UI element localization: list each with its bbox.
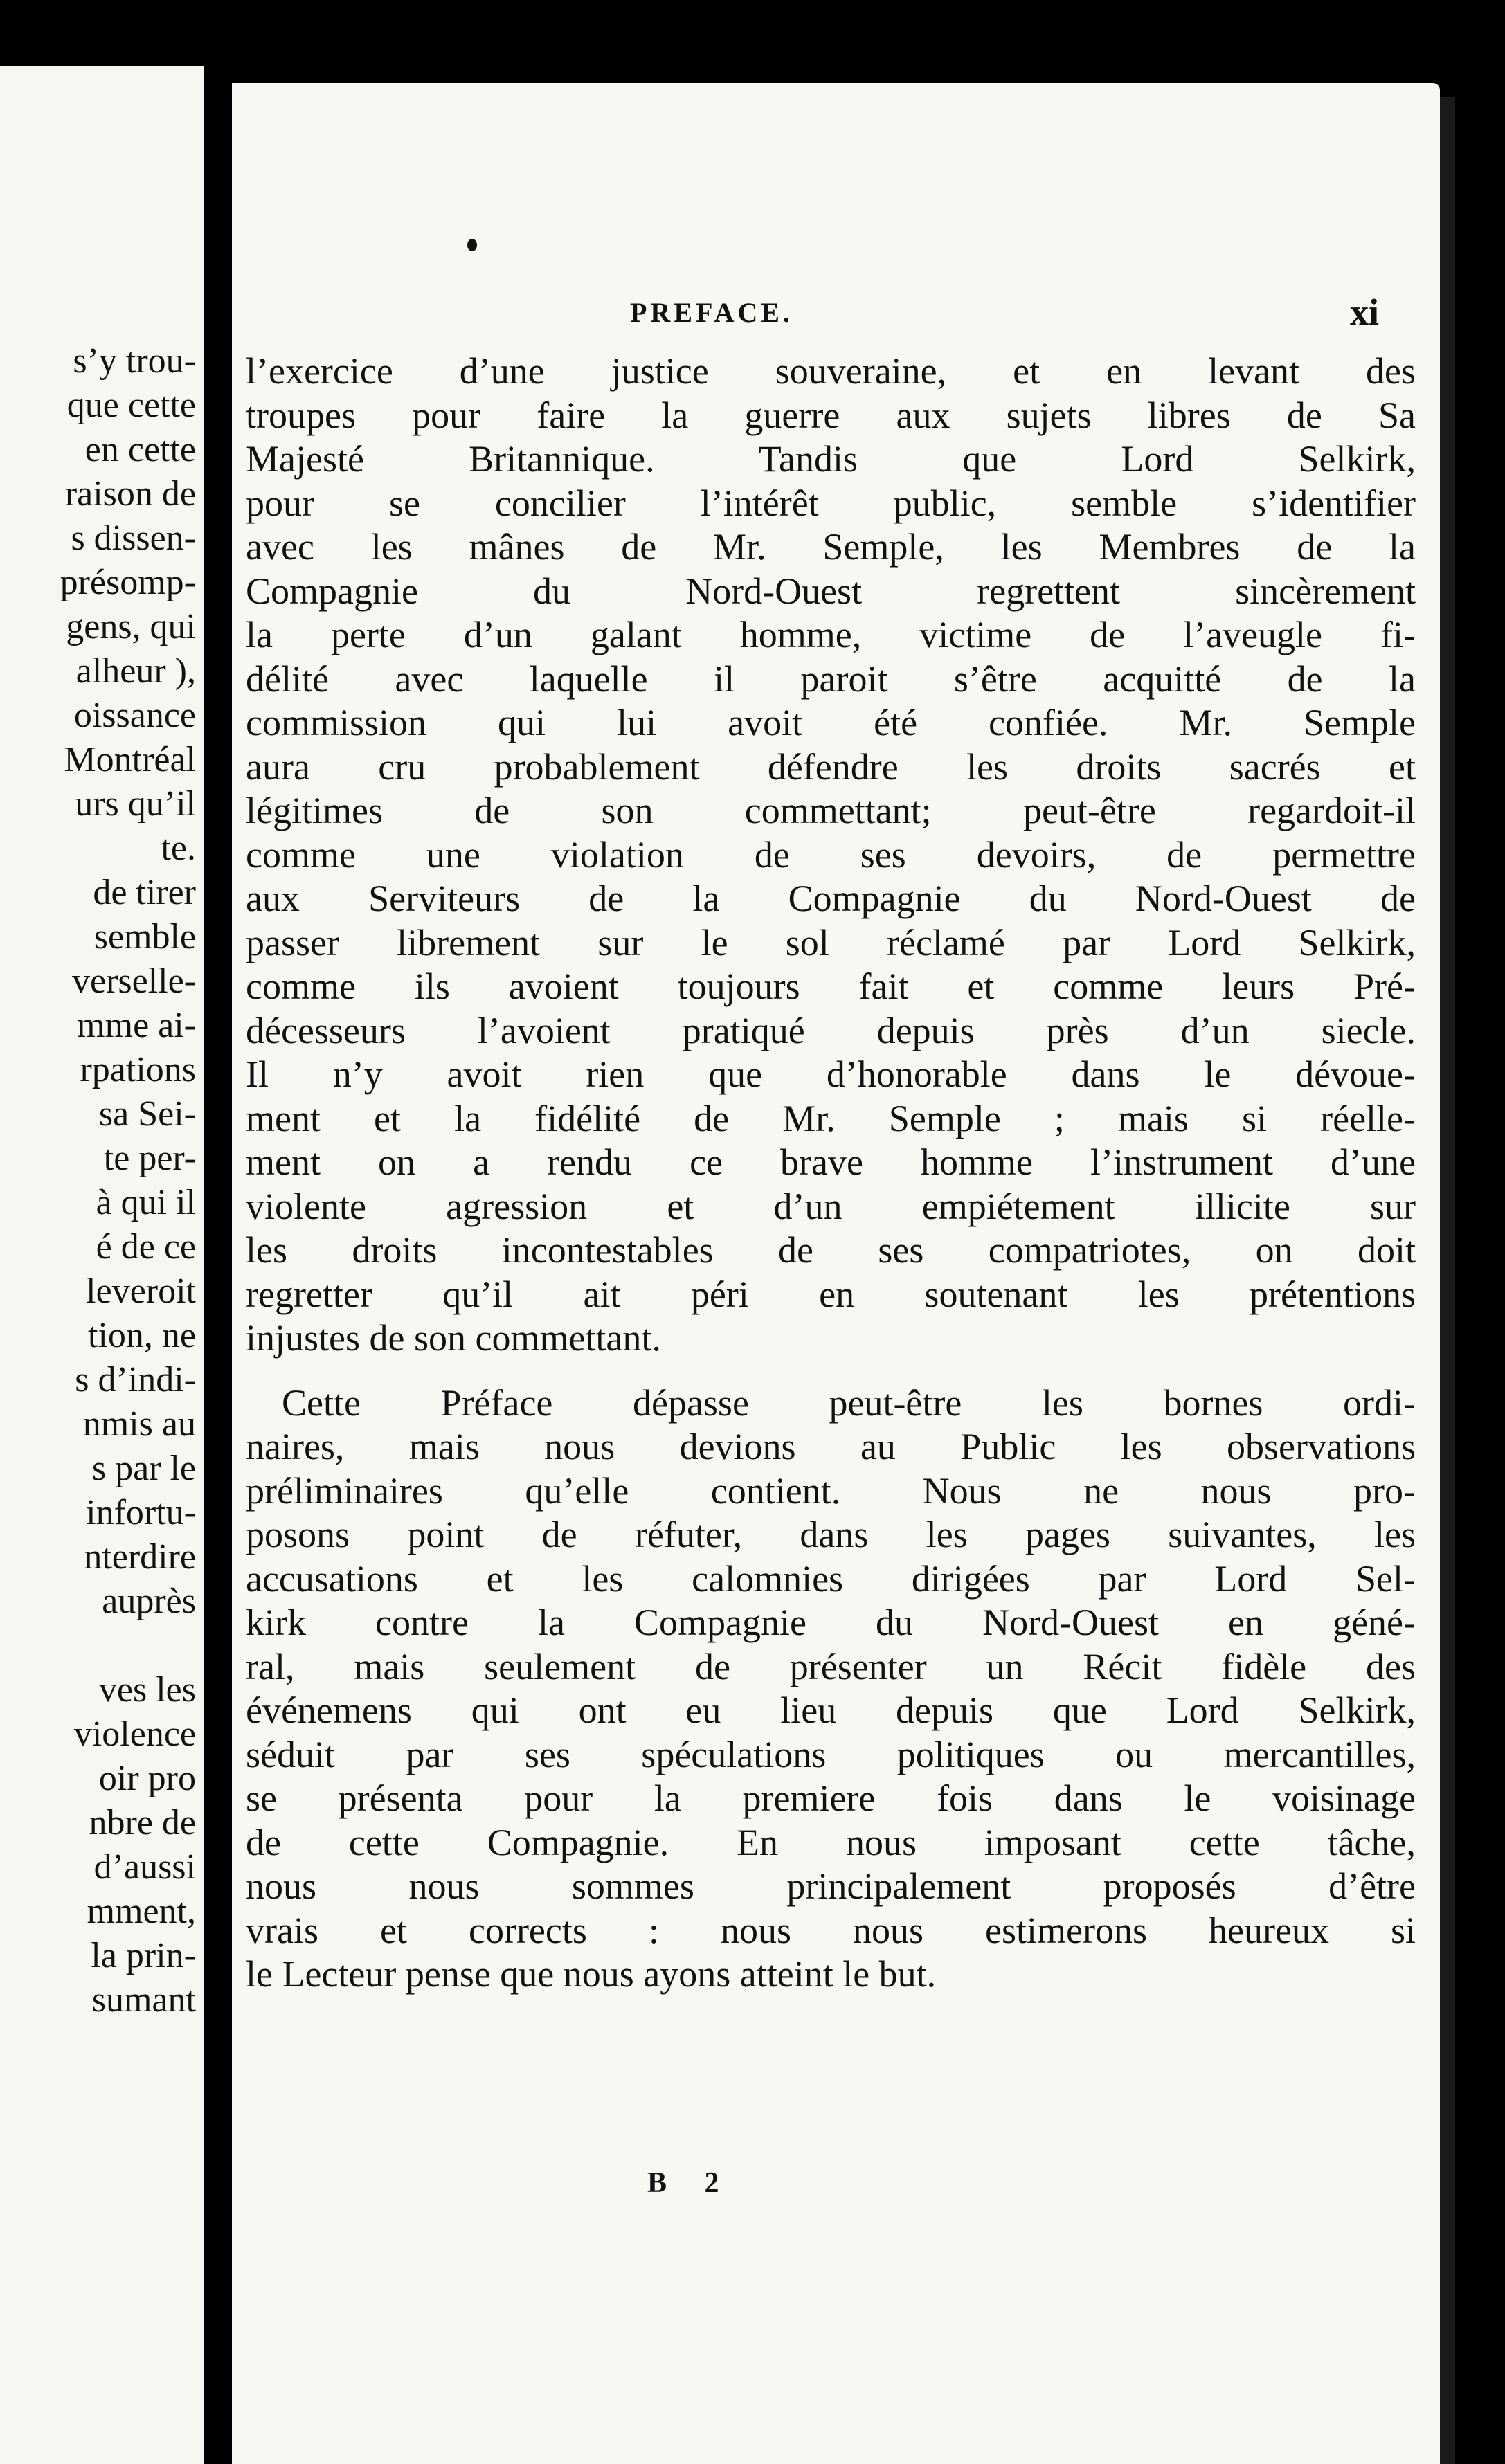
text-line: Majesté Britannique. Tandis que Lord Selkirk, (246, 438, 1416, 480)
text-line: les droits incontestables de ses compatriotes, on doit (246, 1229, 1416, 1271)
left-page-line: mment, (87, 1892, 196, 1931)
text-line: kirk contre la Compagnie du Nord-Ouest en géné- (246, 1602, 1416, 1643)
left-page-line: oir pro (98, 1759, 196, 1798)
text-line: ment et la fidélité de Mr. Semple ; mais si réelle- (246, 1097, 1416, 1139)
body-text (246, 350, 1416, 1997)
left-page-line: ves les (98, 1670, 196, 1710)
text-line: événemens qui ont eu lieu depuis que Lord Selkirk, (246, 1690, 1416, 1731)
left-page-line: à qui il (96, 1183, 196, 1222)
left-page-line: la prin- (91, 1936, 196, 1975)
left-page-line: raison de (64, 474, 196, 514)
text-line: troupes pour faire la guerre aux sujets libres de Sa (246, 394, 1416, 436)
text-line: séduit par ses spéculations politiques ou mercantilles, (246, 1733, 1416, 1775)
left-page-line: de tirer (93, 873, 196, 912)
page-header (232, 291, 1440, 339)
text-line: nous nous sommes principalement proposés d’être (246, 1865, 1416, 1907)
text-line: naires, mais nous devions au Public les observations (246, 1426, 1416, 1467)
text-line: vrais et corrects : nous nous estimerons heureux si (246, 1909, 1416, 1951)
left-page-line: s’y trou- (73, 341, 196, 381)
left-page-line: s d’indi- (75, 1360, 196, 1399)
text-line: injustes de son commettant. (246, 1317, 661, 1359)
signature-mark: B 2 (647, 2167, 735, 2199)
left-page-line: gens, qui (66, 607, 196, 646)
left-page-line: te. (161, 828, 196, 868)
right-page (232, 83, 1440, 2464)
left-page-line: que cette (66, 386, 196, 425)
left-page-line: en cette (84, 430, 196, 469)
text-line: délité avec laquelle il paroit s’être acquitté de la (246, 658, 1416, 700)
text-line: décesseurs l’avoient pratiqué depuis près d’un siecle. (246, 1009, 1416, 1051)
left-page-line: sa Sei- (98, 1094, 196, 1134)
text-line: Cette Préface dépasse peut-être les bornes ordi- (282, 1382, 1416, 1424)
left-page-line: nbre de (89, 1803, 196, 1842)
text-line: la perte d’un galant homme, victime de l’aveugle fi- (246, 614, 1416, 655)
left-page-line: rpations (80, 1050, 196, 1089)
paragraph-1 (246, 350, 1416, 1361)
left-page-line: verselle- (71, 961, 196, 1001)
left-page-line: Montréal (64, 740, 196, 779)
text-line: passer librement sur le sol réclamé par Lord Selkirk, (246, 921, 1416, 963)
text-line: ral, mais seulement de présenter un Récit fidèle des (246, 1645, 1416, 1687)
page-edge (1440, 97, 1455, 2464)
paragraph-2 (246, 1382, 1416, 1997)
text-line: légitimes de son commettant; peut-être regardoit-il (246, 790, 1416, 831)
text-line: de cette Compagnie. En nous imposant cette tâche, (246, 1821, 1416, 1863)
left-facing-page (0, 66, 204, 2464)
left-page-line: présomp- (60, 563, 196, 602)
text-line: commission qui lui avoit été confiée. Mr. Semple (246, 702, 1416, 743)
text-line: accusations et les calomnies dirigées par Lord Sel- (246, 1557, 1416, 1600)
running-head: PREFACE. (630, 297, 793, 328)
text-line: aura cru probablement défendre les droits sacrés et (246, 745, 1416, 788)
text-line: se présenta pour la premiere fois dans le voisinage (246, 1777, 1416, 1819)
left-page-line: sumant (91, 1980, 196, 2020)
left-page-line: urs qu’il (75, 784, 196, 824)
text-line: pour se concilier l’intérêt public, semble s’identifier (246, 482, 1416, 524)
left-page-line: tion, ne (88, 1316, 196, 1355)
left-page-line: auprès (102, 1582, 196, 1621)
text-line: violente agression et d’un empiétement illicite sur (246, 1185, 1416, 1227)
text-line: regretter qu’il ait péri en soutenant les prétentions (246, 1273, 1416, 1315)
page-number: xi (1350, 291, 1380, 333)
left-page-line: alheur ), (75, 651, 196, 691)
left-page-line: d’aussi (93, 1847, 196, 1887)
text-line: Compagnie du Nord-Ouest regrettent sincèrement (246, 570, 1416, 612)
left-page-line: semble (93, 917, 196, 957)
left-page-line: s dissen- (71, 518, 196, 558)
left-page-line: oissance (73, 696, 196, 735)
book-gutter (204, 66, 232, 2464)
text-line: Il n’y avoit rien que d’honorable dans le dévoue- (246, 1053, 1416, 1095)
text-line: posons point de réfuter, dans les pages suivantes, les (246, 1514, 1416, 1555)
left-page-line: é de ce (96, 1227, 196, 1267)
left-page-line: leveroit (86, 1271, 196, 1311)
left-page-line: nterdire (84, 1537, 196, 1577)
text-line: aux Serviteurs de la Compagnie du Nord-Ouest de (246, 878, 1416, 919)
ink-speck (467, 239, 477, 251)
left-page-line: te per- (103, 1139, 196, 1178)
text-line: comme une violation de ses devoirs, de permettre (246, 833, 1416, 876)
left-page-line: s par le (91, 1449, 196, 1488)
text-line: préliminaires qu’elle contient. Nous ne nous pro- (246, 1469, 1416, 1512)
left-page-line: infortu- (86, 1493, 196, 1532)
left-page-line: nmis au (82, 1404, 196, 1444)
text-line: comme ils avoient toujours fait et comme leurs Pré- (246, 966, 1416, 1007)
left-page-line: violence (73, 1714, 196, 1754)
text-line: ment on a rendu ce brave homme l’instrument d’une (246, 1141, 1416, 1183)
text-line: avec les mânes de Mr. Semple, les Membres de la (246, 526, 1416, 568)
text-line: l’exercice d’une justice souveraine, et en levant des (246, 350, 1416, 392)
text-line: le Lecteur pense que nous ayons atteint le but. (246, 1953, 937, 1995)
left-page-line: mme ai- (77, 1006, 196, 1045)
